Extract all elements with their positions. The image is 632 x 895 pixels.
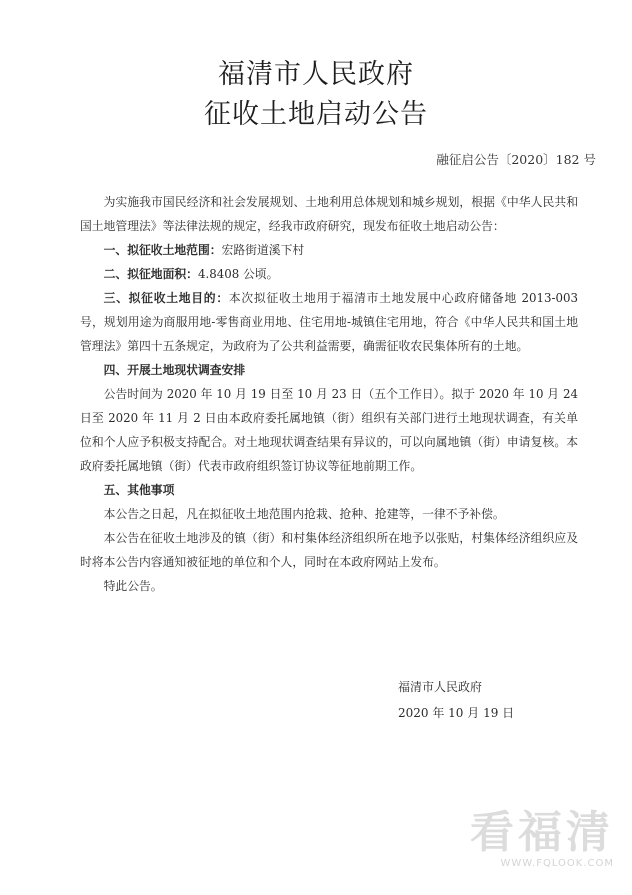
section-5-para1: 本公告之日起，凡在拟征收土地范围内抢栽、抢种、抢建等，一律不予补偿。 xyxy=(103,507,505,521)
document-title-line2: 征收土地启动公告 xyxy=(204,99,428,130)
section-1-heading: 一、拟征收土地范围： xyxy=(103,243,222,257)
intro-paragraph: 为实施我市国民经济和社会发展规划、土地利用总体规划和城乡规划，根据《中华人民共和国土地管理法》等法律法规的规定，经我市政府研究，现发布征收土地启动公告： xyxy=(80,195,578,233)
section-3-heading: 三、拟征收土地目的： xyxy=(103,291,229,305)
section-4-heading-line xyxy=(80,358,578,382)
section-1-text: 宏路街道溪下村 xyxy=(221,243,305,257)
section-2-text: 4.8408 公顷。 xyxy=(197,267,279,281)
watermark-url: WWW.FQLOOK.COM xyxy=(500,858,614,869)
section-2-heading: 二、拟征地面积： xyxy=(103,267,198,281)
watermark xyxy=(470,808,614,869)
section-1 xyxy=(80,238,578,262)
section-5-para2: 本公告在征收土地涉及的镇（街）和村集体经济组织所在地予以张贴，村集体经济组织应及时将本公告内容通知被征地的单位和个人，同时在本政府网站上发布。 xyxy=(80,531,578,569)
section-3-text: 本次拟征收土地用于福清市土地发展中心政府储备地 2013-003 号，规划用途为商服用地-零售商业用地、住宅用地-城镇住宅用地，符合《中华人民共和国土地管理法》第四十五条规定，为政府为了公共利益需要，确需征收农民集体所有的土地。 xyxy=(80,291,578,353)
section-5-heading-line xyxy=(80,478,578,502)
document-title-line1: 福清市人民政府 xyxy=(218,59,414,90)
section-4-text: 公告时间为 2020 年 10 月 19 日至 10 月 23 日（五个工作日）。拟于 2020 年 10 月 24 日至 2020 年 11 月 2 日由本政府委托属地镇（街）组织有关部门进行土地现状调查，有关单位和个人应予积极支持配合。对土地现状调查结果有异议的，可以向属地镇（街）申请复核。本政府委托属地镇（街）代表市政府组织签订协议等征地前期工作。 xyxy=(80,387,578,473)
watermark-text: 看福清 xyxy=(470,807,614,858)
section-5-heading: 五、其他事项 xyxy=(103,483,175,497)
closing-line: 特此公告。 xyxy=(103,579,163,593)
document-number: 融征启公告〔2020〕182 号 xyxy=(436,152,596,167)
signature-date: 2020 年 10 月 19 日 xyxy=(398,706,515,720)
section-3 xyxy=(80,286,578,358)
section-4-heading: 四、开展土地现状调查安排 xyxy=(103,363,246,377)
section-2 xyxy=(80,262,578,286)
document-body xyxy=(80,190,578,598)
signature-org: 福清市人民政府 xyxy=(398,680,483,694)
